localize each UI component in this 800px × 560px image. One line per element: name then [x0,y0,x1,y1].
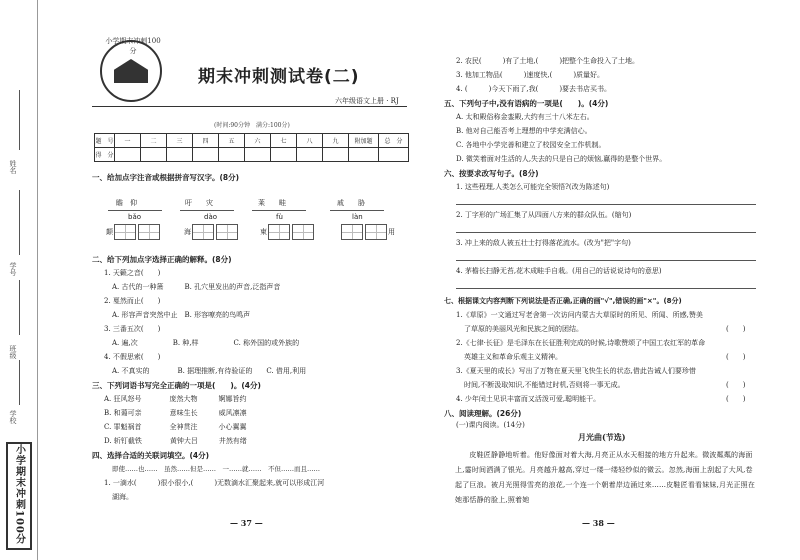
tianzi-box[interactable] [268,224,290,240]
q1-word: 吁 灾 [185,199,213,207]
q2-line: 3. 三番五次( ) [104,325,161,333]
answer-line[interactable] [456,232,756,233]
q5-option: B. 他对自己能否考上理想的中学充满信心。 [456,127,592,135]
score-cell: 三 [167,134,193,148]
tianzi-box[interactable] [138,224,160,240]
q5-option: C. 各地中小学完善和建立了校园安全工作机制。 [456,141,606,149]
tianzi-box[interactable] [341,224,363,240]
side-banner: 小学期末冲刺100分 [6,442,32,550]
q1-grid-group: 颠 [106,224,161,240]
score-input-cell[interactable] [141,148,167,162]
score-cell: 二 [141,134,167,148]
score-input-cell[interactable] [271,148,297,162]
q5-option: A. 太和殿俗称金銮殿,大约有三十八米左右。 [456,113,594,121]
score-header-row [95,134,409,148]
q8-subheading: (一)课内阅读。(14分) [456,421,525,429]
q3-heading: 三、下列词语书写完全正确的一项是( )。(4分) [92,381,261,390]
score-input-cell[interactable] [219,148,245,162]
tianzi-box[interactable] [292,224,314,240]
answer-line[interactable] [456,204,756,205]
answer-line[interactable] [456,288,756,289]
score-input-cell[interactable] [245,148,271,162]
score-input-cell[interactable] [379,148,409,162]
header-divider [92,106,407,107]
class-line [19,280,20,335]
class-label: 班级 [9,345,17,359]
q1-word: 瞻 仰 [116,199,137,207]
score-cell: 总 分 [379,134,409,148]
q6-question: 1. 这些程理,人类怎么可能完全领悟?(改为陈述句) [456,183,610,191]
score-table [94,133,409,162]
q2-line: A. 不真实的 B. 据理推断,有待验证的 C. 借用,利用 [112,367,307,375]
school-line [19,360,20,405]
q7-line: 了草原的美丽风光和民族之间的团结。 [464,325,583,333]
q7-answer-blank[interactable]: ( ) [726,395,746,403]
answer-line[interactable] [252,210,306,211]
tianzi-box[interactable] [192,224,214,240]
q3-option: B. 和蔼可亲 意味生长 威风凛凛 [104,409,247,417]
score-cell: 四 [193,134,219,148]
q1-pinyin: bǎo [128,213,142,221]
reading-passage: 皮鞋匠静静地听着。他好像面对着大海,月亮正从水天相接的地方升起来。微波粼粼的海面上,霎时间洒满了银光。月亮越升越高,穿过一缕一缕轻纱似的微云。忽然,海面上刮起了大风,卷起了巨浪。被月光照得雪亮的浪花,一个连一个朝着岸边涌过来……皮鞋匠看看妹妹,月光正照在她那恬静的脸上,照着她 [455,451,756,504]
score-input-cell[interactable] [167,148,193,162]
q3-option: D. 斩钉截铁 黄钟大吕 井然有绪 [104,437,247,445]
q7-line: 4. 少年闰土见识丰富而又活泼可爱,聪明能干。 [456,395,601,403]
q2-line: A. 遍,次 B. 种,样 C. 称外国的或外族的 [112,339,300,347]
q2-line: A. 形容声音突然中止 B. 形容嘹亮的鸟鸣声 [112,311,251,319]
q1-pinyin: làn [352,213,363,221]
score-input-cell[interactable] [115,148,141,162]
score-value-row [95,148,409,162]
id-line [19,190,20,255]
q2-line: 2. 戛然而止( ) [104,297,161,305]
q6-question: 2. 丁字形的广场汇集了从四面八方来的群众队伍。(缩句) [456,211,632,219]
q7-line: 时间,不断汲取知识,不能错过时机,否则将一事无成。 [464,381,625,389]
q6-heading: 六、按要求改写句子。(8分) [444,169,539,178]
score-cell: 附加题 [349,134,379,148]
q1-word: 莱 畦 [258,199,286,207]
q4-line: 1. 一滴水( )很小很小,( )无数滴水汇聚起来,就可以形成江河 [104,479,325,487]
logo-text: 小学期末冲刺100分 [105,37,161,55]
q7-line: 2.《七律·长征》是毛泽东在长征胜利完成的时候,诗歌赞颂了中国工农红军的革命 [456,339,706,347]
q4-line: 2. 农民( )有了土地,( )把整个生命投入了土地。 [456,57,640,65]
reading-title: 月光曲(节选) [578,432,626,442]
page-title: 期末冲刺测试卷(二) [198,67,360,87]
q2-line: A. 古代的一种箫 B. 孔穴里发出的声音,泛指声音 [112,283,281,291]
house-icon [114,59,148,83]
q4-line: 湖海。 [112,493,133,501]
score-input-cell[interactable] [297,148,323,162]
binding-strip [0,0,38,560]
q6-question: 3. 冲上来的敌人被五壮士打得落花流水。(改为"把"字句) [456,239,631,247]
score-input-cell[interactable] [193,148,219,162]
q7-line: 1.《草原》一文通过写老舍第一次访问内蒙古大草原时的所见、所闻、所感,赞美 [456,311,703,319]
q4-options: 即使……也…… 虽然……但是…… 一……就…… 不但……而且…… [112,465,320,473]
q1-heading: 一、给加点字注音或根据拼音写汉字。(8分) [92,173,240,182]
q4-heading: 四、选择合适的关联词填空。(4分) [92,451,210,460]
q6-question: 4. 茅檐长扫静无苔,花木成畦手自栽。(用自己的话说说诗句的意思) [456,267,662,275]
school-label: 学校 [9,410,17,424]
q1-word: 戚 胁 [337,199,365,207]
q1-grid-group: 用 [340,224,395,240]
tianzi-box[interactable] [114,224,136,240]
q5-option: D. 微笑着面对生活的人,失去的只是自己的烦恼,赢得的是整个世界。 [456,155,667,163]
brand-logo [100,37,162,102]
score-row-label: 得 分 [95,148,115,162]
score-input-cell[interactable] [349,148,379,162]
q7-answer-blank[interactable]: ( ) [726,381,746,389]
q1-pinyin: fù [276,213,283,221]
page-number-left: — 37 — [230,518,263,528]
q7-heading: 七、根据课文内容判断下列说法是否正确,正确的画"√",错误的画"×"。(8分) [444,297,682,305]
answer-line[interactable] [330,210,384,211]
q1-pinyin: dào [204,213,218,221]
answer-line[interactable] [456,260,756,261]
score-cell: 六 [245,134,271,148]
answer-line[interactable] [108,210,162,211]
score-cell: 九 [323,134,349,148]
q7-answer-blank[interactable]: ( ) [726,325,746,333]
q2-heading: 二、给下列加点字选择正确的解释。(8分) [92,255,232,264]
q5-heading: 五、下列句子中,没有语病的一项是( )。(4分) [444,99,609,108]
q2-line: 4. 不假思索( ) [104,353,161,361]
q7-answer-blank[interactable]: ( ) [726,353,746,361]
id-label: 学号 [9,262,17,276]
name-label: 姓名 [9,160,17,174]
q7-line: 3.《夏天里的成长》写出了万物在夏天里飞快生长的状态,借此告诫人们要珍惜 [456,367,696,375]
time-info: (时间:90分钟 满分:100分) [214,122,290,129]
q4-line: 4. ( )今天下雨了,我( )要去书店买书。 [456,85,612,93]
grade-label: 六年级语文上册 · RJ [335,97,399,105]
tianzi-box[interactable] [365,224,387,240]
tianzi-box[interactable] [216,224,238,240]
score-cell: 五 [219,134,245,148]
q3-option: A. 狂风怒号 庞然大物 婀娜旨约 [104,395,247,403]
score-cell: 七 [271,134,297,148]
answer-line[interactable] [180,210,234,211]
score-cell: 一 [115,134,141,148]
q1-grid-group: 海 [184,224,239,240]
score-cell: 八 [297,134,323,148]
score-cell: 题 号 [95,134,115,148]
q1-grid-group: 柬 [260,224,315,240]
q2-line: 1. 天籁之音( ) [104,269,161,277]
page-number-right: — 38 — [582,518,615,528]
q7-line: 英雄主义和革命乐观主义精神。 [464,353,562,361]
score-input-cell[interactable] [323,148,349,162]
q3-option: C. 罪魁祸首 全神贯注 小心翼翼 [104,423,247,431]
name-line [19,90,20,150]
q4-line: 3. 他加工物品( )速度快,( )质量好。 [456,71,605,79]
q8-heading: 八、阅读理解。(26分) [444,409,522,418]
